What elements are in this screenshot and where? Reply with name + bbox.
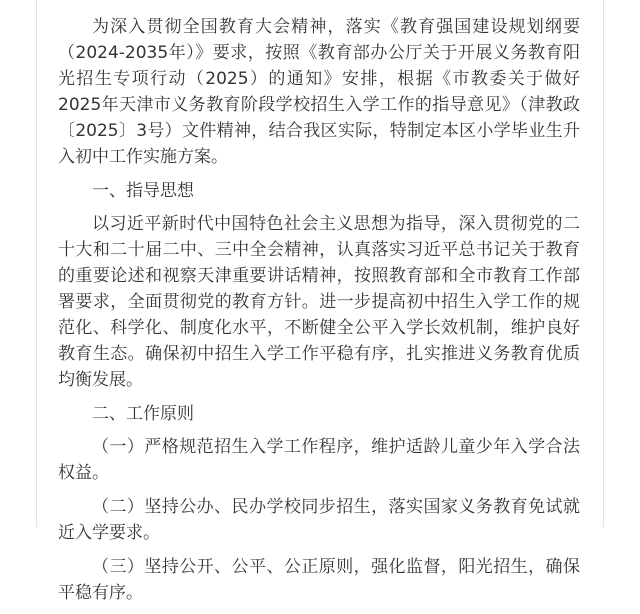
section-heading-work-principles: 二、工作原则 xyxy=(92,404,194,424)
article-body xyxy=(58,14,580,614)
guiding-ideology-paragraph: 以习近平新时代中国特色社会主义思想为指导，深入贯彻党的二十大和二十届二中、三中全会精神，认真落实习近平总书记关于教育的重要论述和视察天津重要讲话精神，按照教育部和全市教育工作部署要求，全面贯彻党的教育方针。进一步提高初中招生入学工作的规范化、科学化、制度化水平，不断健全公平入学长效机制，维护良好教育生态。确保初中招生入学工作平稳有序，扎实推进义务教育优质均衡发展。 xyxy=(58,214,580,390)
section-heading-guiding-ideology: 一、指导思想 xyxy=(92,181,194,201)
principle-item-1: （一）严格规范招生入学工作程序，维护适龄儿童少年入学合法权益。 xyxy=(58,437,580,483)
principle-item-2: （二）坚持公办、民办学校同步招生，落实国家义务教育免试就近入学要求。 xyxy=(58,497,580,543)
intro-paragraph: 为深入贯彻全国教育大会精神，落实《教育强国建设规划纲要（2024-2035年）》要求，按照《教育部办公厅关于开展义务教育阳光招生专项行动（2025）的通知》安排，根据《市教委关于做好2025年天津市义务教育阶段学校招生入学工作的指导意见》（津教政〔2025〕3号）文件精神，结合我区实际，特制定本区小学毕业生升入初中工作实施方案。 xyxy=(58,17,580,167)
principle-item-3: （三）坚持公开、公平、公正原则，强化监督，阳光招生，确保平稳有序。 xyxy=(58,557,580,603)
